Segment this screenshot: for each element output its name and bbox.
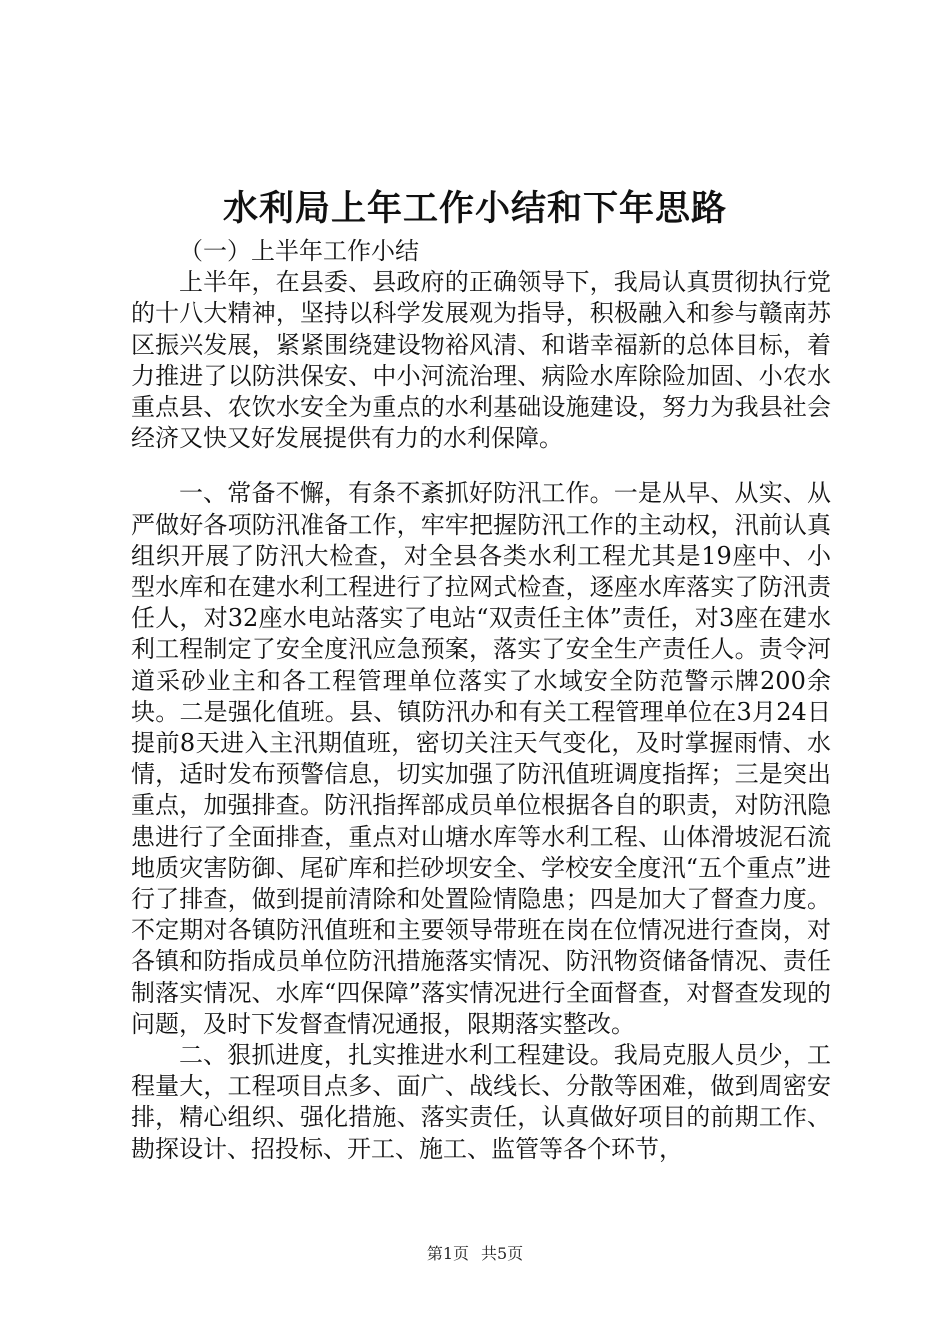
section-heading: （一）上半年工作小结 [179, 237, 419, 265]
paragraph-project-construction: 二、狠抓进度，扎实推进水利工程建设。我局克服人员少，工程量大，工程项目点多、面广、战线长、分散等困难，做到周密安排，精心组织、强化措施、落实责任，认真做好项目的前期工作、勘探设计、招投标、开工、施工、监管等各个环节， [131, 1041, 831, 1163]
page-number: 第1页 [426, 1244, 469, 1263]
document-body [131, 236, 831, 1165]
document-title: 水利局上年工作小结和下年思路 [222, 188, 727, 229]
paragraph-flood-control: 一、常备不懈，有条不紊抓好防汛工作。一是从早、从实、从严做好各项防汛准备工作，牢牢把握防汛工作的主动权，汛前认真组织开展了防汛大检查，对全县各类水利工程尤其是19座中、小型水库和在建水利工程进行了拉网式检查，逐座水库落实了防汛责任人，对32座水电站落实了电站“双责任主体”责任，对3座在建水利工程制定了安全度汛应急预案，落实了安全生产责任人。责令河道采砂业主和各工程管理单位落实了水域安全防范警示牌200余块。二是强化值班。县、镇防汛办和有关工程管理单位在3月24日提前8天进入主汛期值班，密切关注天气变化，及时掌握雨情、水情，适时发布预警信息，切实加强了防汛值班调度指挥；三是突出重点，加强排查。防汛指挥部成员单位根据各自的职责，对防汛隐患进行了全面排查，重点对山塘水库等水利工程、山体滑坡泥石流地质灾害防御、尾矿库和拦砂坝安全、学校安全度汛“五个重点”进行了排查，做到提前清除和处置险情隐患；四是加大了督查力度。不定期对各镇防汛值班和主要领导带班在岗在位情况进行查岗，对各镇和防指成员单位防汛措施落实情况、防汛物资储备情况、责任制落实情况、水库“四保障”落实情况进行全面督查，对督查发现的问题，及时下发督查情况通报，限期落实整改。 [131, 479, 831, 1038]
page-footer [0, 1243, 950, 1265]
paragraph-intro: 上半年，在县委、县政府的正确领导下，我局认真贯彻执行党的十八大精神，坚持以科学发展观为指导，积极融入和参与赣南苏区振兴发展，紧紧围绕建设物裕风清、和谐幸福新的总体目标，着力推进了以防洪保安、中小河流治理、病险水库除险加固、小农水重点县、农饮水安全为重点的水利基础设施建设，努力为我县社会经济又快又好发展提供有力的水利保障。 [131, 268, 831, 453]
page-total: 共5页 [481, 1244, 524, 1263]
